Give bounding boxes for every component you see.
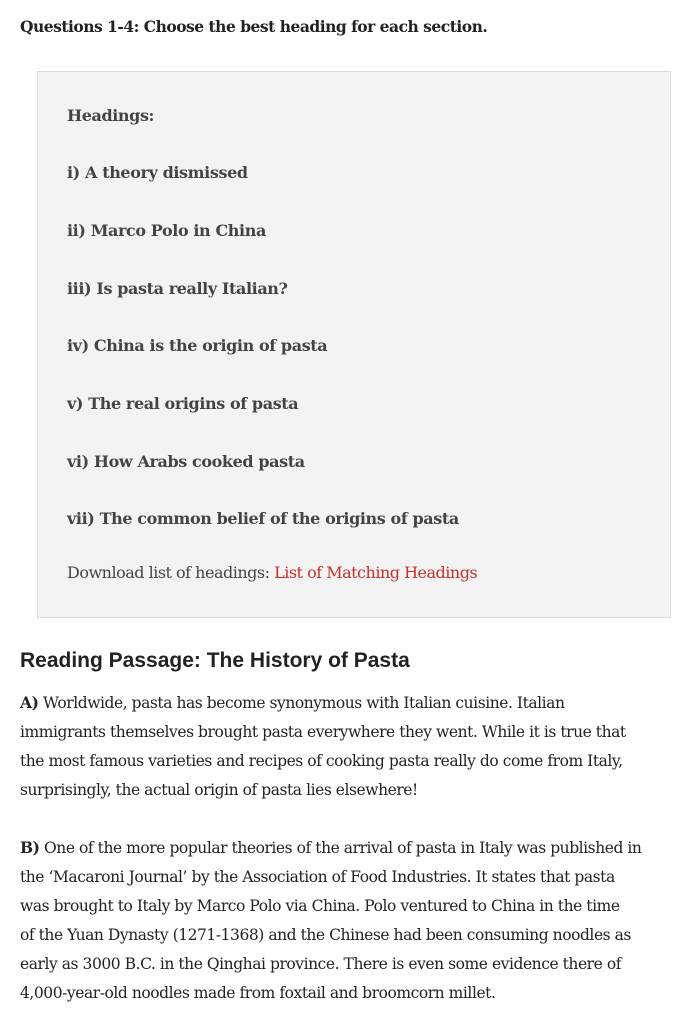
- paragraph-b: [20, 833, 700, 1008]
- paragraph-line: [20, 688, 700, 718]
- heading-item-5: v) The real origins of pasta: [67, 394, 299, 413]
- download-line: [67, 563, 477, 582]
- paragraph-letter: A): [20, 693, 39, 712]
- paragraph-line: the most famous varieties and recipes of cooking pasta really do come from Italy,: [20, 752, 623, 770]
- paragraph-line: 4,000-year-old noodles made from foxtail and broomcorn millet.: [20, 984, 496, 1002]
- heading-item-3: iii) Is pasta really Italian?: [67, 279, 288, 298]
- paragraph-line: [20, 833, 700, 863]
- heading-item-2: ii) Marco Polo in China: [67, 221, 266, 240]
- heading-item-4: iv) China is the origin of pasta: [67, 336, 328, 355]
- paragraph-text: Worldwide, pasta has become synonymous with Italian cuisine. Italian: [38, 694, 565, 712]
- headings-box: [37, 71, 671, 618]
- headings-title: Headings:: [67, 106, 155, 125]
- download-prefix: Download list of headings:: [67, 563, 275, 582]
- paragraph-line: surprisingly, the actual origin of pasta lies elsewhere!: [20, 781, 418, 799]
- paragraph-a: [20, 688, 700, 805]
- paragraph-line: of the Yuan Dynasty (1271-1368) and the Chinese had been consuming noodles as: [20, 926, 631, 944]
- passage-title: Reading Passage: The History of Pasta: [20, 649, 410, 672]
- download-headings-link[interactable]: List of Matching Headings: [274, 563, 478, 582]
- paragraph-text: One of the more popular theories of the arrival of pasta in Italy was published in: [39, 839, 642, 857]
- paragraph-letter: B): [20, 838, 40, 857]
- heading-item-6: vi) How Arabs cooked pasta: [67, 452, 305, 471]
- paragraph-line: immigrants themselves brought pasta everywhere they went. While it is true that: [20, 723, 626, 741]
- heading-item-7: vii) The common belief of the origins of pasta: [67, 509, 459, 528]
- instructions-heading: Questions 1-4: Choose the best heading for each section.: [20, 17, 488, 36]
- paragraph-line: was brought to Italy by Marco Polo via China. Polo ventured to China in the time: [20, 897, 620, 915]
- paragraph-line: early as 3000 B.C. in the Qinghai province. There is even some evidence there of: [20, 955, 622, 973]
- heading-item-1: i) A theory dismissed: [67, 163, 248, 182]
- paragraph-line: the ‘Macaroni Journal’ by the Association of Food Industries. It states that pasta: [20, 868, 615, 886]
